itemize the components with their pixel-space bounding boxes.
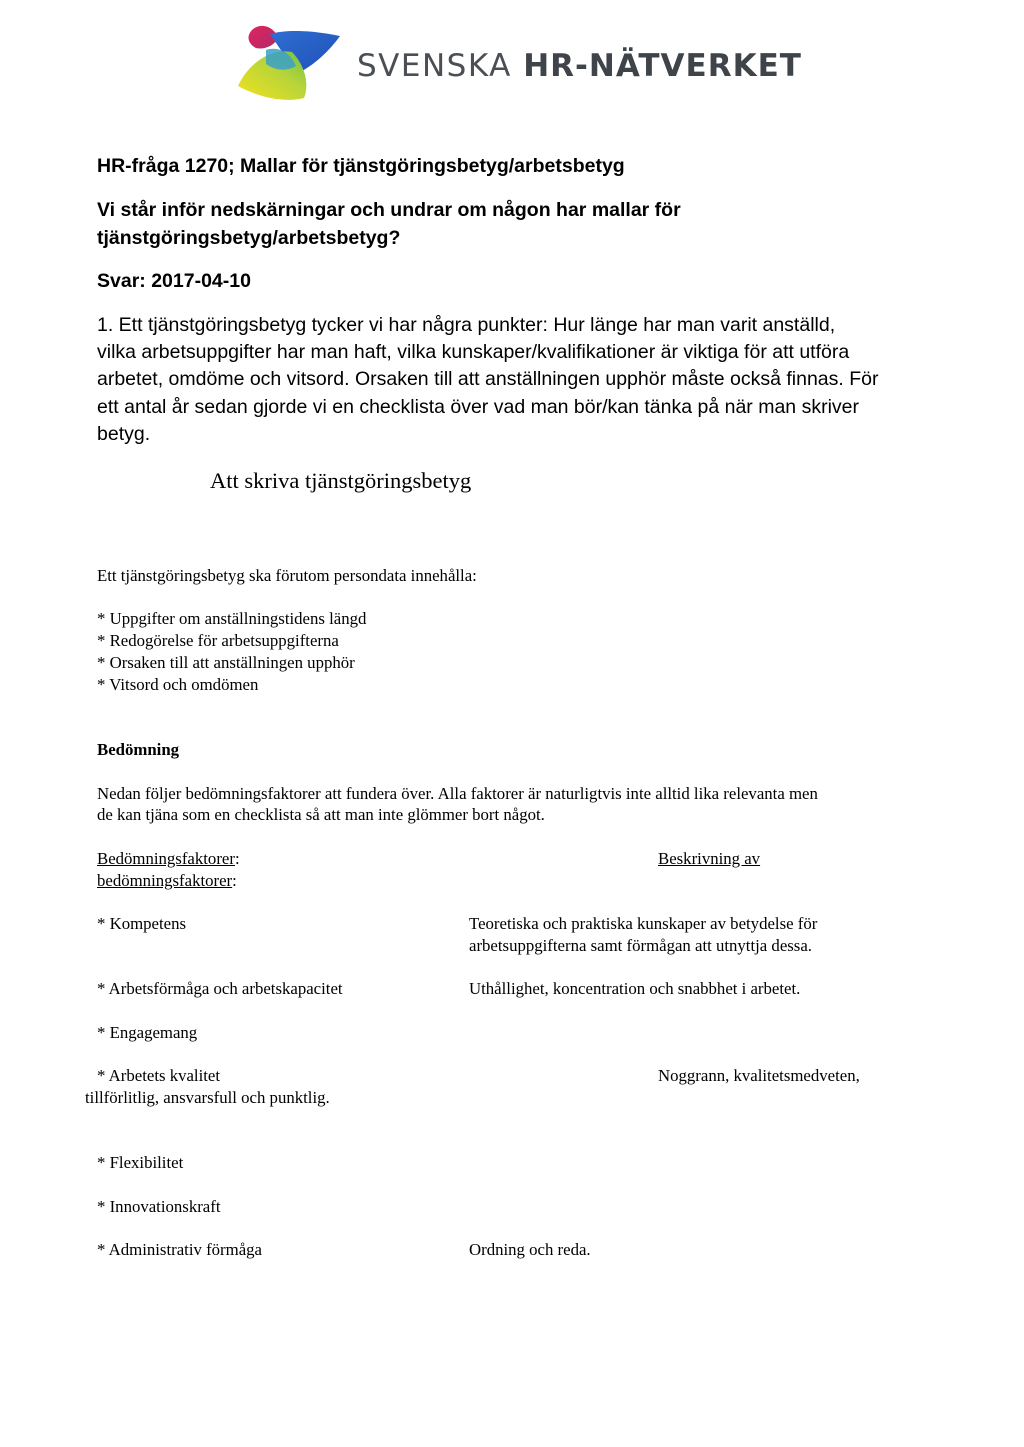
answer-line-4: ett antal år sedan gjorde vi en checklista över vad man bör/kan tänka på när man skriver xyxy=(97,396,859,418)
column-header-description-cont-colon: : xyxy=(232,871,237,890)
factor-description: arbetsuppgifterna samt förmågan att utnyttja dessa. xyxy=(469,936,812,955)
factor-description: Noggrann, kvalitetsmedveten, xyxy=(658,1066,860,1085)
section-line-2: de kan tjäna som en checklista så att man inte glömmer bort något. xyxy=(97,805,545,824)
column-header-description-cont xyxy=(97,870,237,892)
column-header-description: Beskrivning av xyxy=(658,849,761,868)
brand-name xyxy=(357,48,802,84)
question-text-line-2: tjänstgöringsbetyg/arbetsbetyg? xyxy=(97,227,401,249)
section-line-1: Nedan följer bedömningsfaktorer att fundera över. Alla faktorer är naturligtvis inte alltid lika relevanta men xyxy=(97,784,818,803)
factor-description: Ordning och reda. xyxy=(469,1240,591,1259)
question-title: HR-fråga 1270; Mallar för tjänstgöringsbetyg/arbetsbetyg xyxy=(97,155,625,177)
column-header-description-cont-label: bedömningsfaktorer xyxy=(97,871,233,890)
answer-heading: Svar: 2017-04-10 xyxy=(97,270,251,292)
factor-description: tillförlitlig, ansvarsfull och punktlig. xyxy=(85,1088,330,1107)
factor-description: Uthållighet, koncentration och snabbhet i arbetet. xyxy=(469,979,801,998)
checklist-intro: Ett tjänstgöringsbetyg ska förutom persondata innehålla: xyxy=(97,566,477,585)
brand-name-bold: HR-NÄTVERKET xyxy=(523,48,802,84)
checklist-item: * Uppgifter om anställningstidens längd xyxy=(97,609,367,628)
factor-name: * Arbetsförmåga och arbetskapacitet xyxy=(97,979,343,998)
factor-description: Teoretiska och praktiska kunskaper av betydelse för xyxy=(469,914,818,933)
column-header-factors-label: Bedömningsfaktorer xyxy=(97,849,235,868)
factor-name: * Innovationskraft xyxy=(97,1197,221,1216)
checklist-title: Att skriva tjänstgöringsbetyg xyxy=(210,468,472,493)
hr-natverket-logo-icon xyxy=(230,24,342,102)
question-text-line-1: Vi står inför nedskärningar och undrar om någon har mallar för xyxy=(97,199,681,221)
factor-name: * Engagemang xyxy=(97,1023,198,1042)
factor-name: * Kompetens xyxy=(97,914,187,933)
checklist-item: * Orsaken till att anställningen upphör xyxy=(97,653,355,672)
factor-name: * Arbetets kvalitet xyxy=(97,1066,221,1085)
checklist-item: * Redogörelse för arbetsuppgifterna xyxy=(97,631,339,650)
factor-name: * Administrativ förmåga xyxy=(97,1240,262,1259)
factor-name: * Flexibilitet xyxy=(97,1153,184,1172)
answer-line-5: betyg. xyxy=(97,423,151,445)
answer-line-2: vilka arbetsuppgifter har man haft, vilka kunskaper/kvalifikationer är viktiga för att utföra xyxy=(97,341,850,363)
column-header-factors xyxy=(97,848,240,870)
brand-name-light: SVENSKA xyxy=(357,48,512,84)
section-heading: Bedömning xyxy=(97,740,180,759)
answer-line-1: 1. Ett tjänstgöringsbetyg tycker vi har några punkter: Hur länge har man varit anställd, xyxy=(97,314,836,336)
answer-line-3: arbetet, omdöme och vitsord. Orsaken till att anställningen upphör måste också finnas. För xyxy=(97,368,879,390)
checklist-item: * Vitsord och omdömen xyxy=(97,675,259,694)
column-header-factors-colon: : xyxy=(234,849,240,868)
